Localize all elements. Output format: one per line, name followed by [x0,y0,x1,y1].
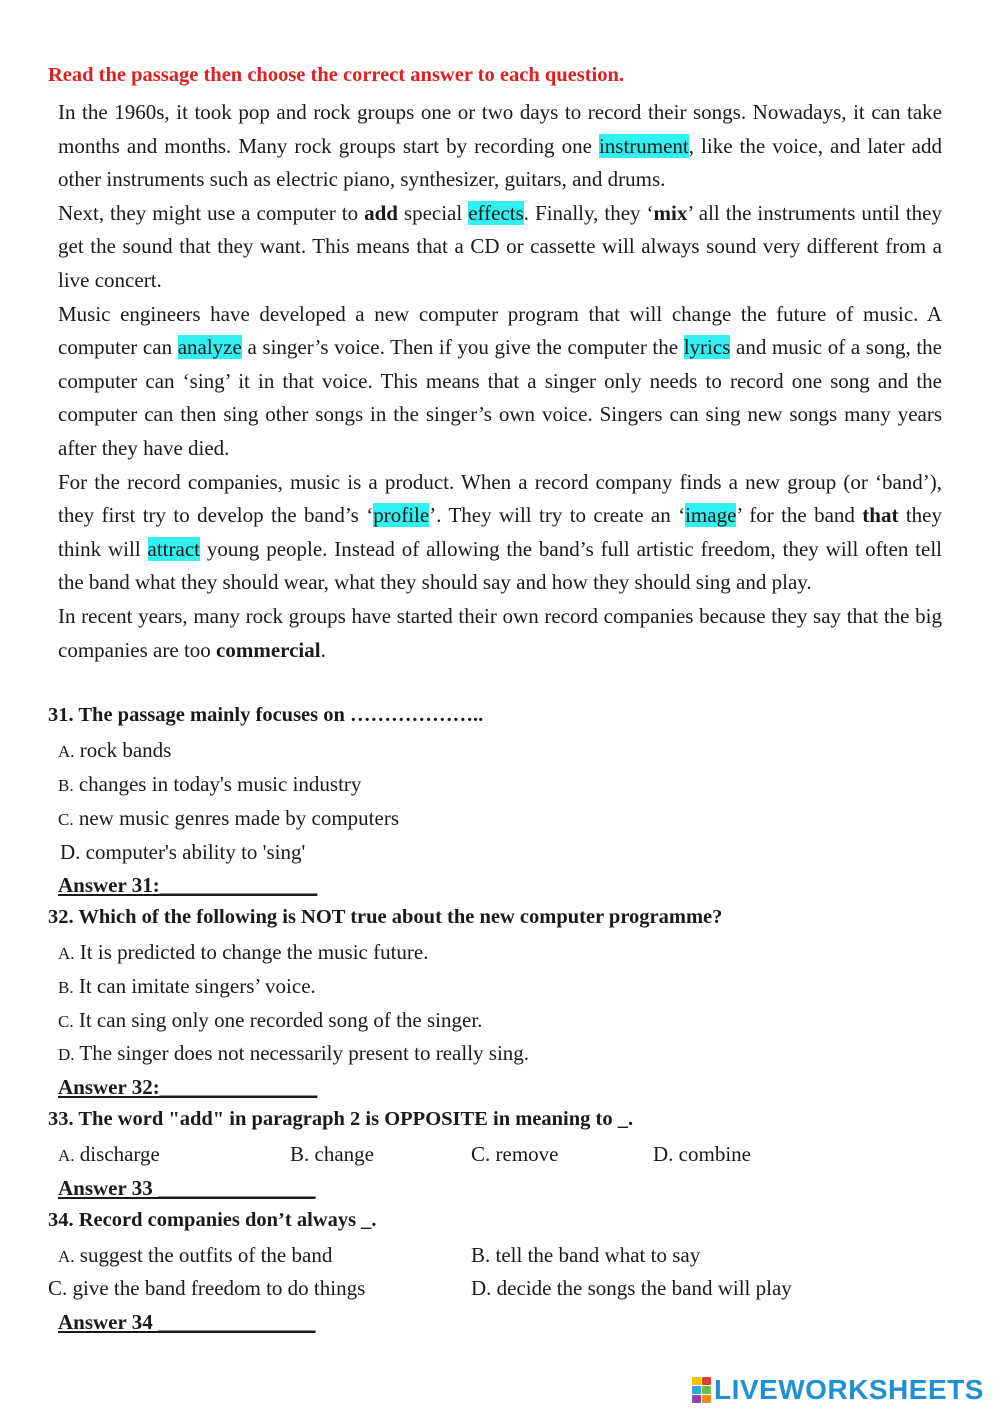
question-31: 31. The passage mainly focuses on ……………….. [48,704,484,726]
q32-option-c[interactable]: C. It can sing only one recorded song of the singer. [58,1008,483,1032]
highlighted-word: image [685,503,737,528]
q34-option-b[interactable]: B. tell the band what to say [471,1243,701,1267]
bold-word: mix [653,200,688,225]
q33-option-d[interactable]: D. combine [653,1142,751,1166]
q32-option-a[interactable]: A. It is predicted to change the music future. [58,940,429,964]
instruction-heading: Read the passage then choose the correct answer to each question. [48,64,625,86]
highlighted-word: effects [468,200,524,225]
logo-square [692,1395,701,1403]
q34-option-a[interactable]: A. suggest the outfits of the band [58,1243,333,1267]
liveworksheets-mark-icon [692,1377,712,1403]
logo-square [702,1395,711,1403]
q32-option-d[interactable]: D. The singer does not necessarily present to really sing. [58,1041,530,1065]
logo-square [702,1386,711,1394]
answer-31-field[interactable]: Answer 31:_______________ [58,873,318,897]
paragraph-5: In recent years, many rock groups have started their own record companies because they say that the big companies are too commercial. [58,603,942,662]
answer-32-field[interactable]: Answer 32:_______________ [58,1075,318,1099]
q34-option-d[interactable]: D. decide the songs the band will play [471,1276,792,1300]
question-33: 33. The word "add" in paragraph 2 is OPPOSITE in meaning to _. [48,1108,634,1130]
liveworksheets-logo [692,1374,984,1406]
logo-square [692,1377,701,1385]
paragraph-2: Next, they might use a computer to add special effects. Finally, they ‘mix’ all the instruments until they get the sound that they want. This means that a CD or cassette will always sound very different from a live concert. [58,200,942,292]
logo-square [692,1386,701,1394]
answer-34-field[interactable]: Answer 34 _______________ [58,1310,316,1334]
highlighted-word: analyze [177,335,242,360]
question-34: 34. Record companies don’t always _. [48,1209,377,1231]
q33-option-b[interactable]: B. change [290,1142,374,1166]
paragraph-4: For the record companies, music is a product. When a record company finds a new group (or ‘band’), they first try to develop the band’s ‘profile’. They will try to create an ‘image’ for the band that they think will attract young people. Instead of allowing the band’s full artistic freedom, they will often tell the band what they should wear, what they should say and how they should sing and play. [58,469,942,595]
paragraph-1: In the 1960s, it took pop and rock groups one or two days to record their songs. Nowadays, it can take months and months. Many rock groups start by recording one instrument, like the voice, and later add other instruments such as electric piano, synthesizer, guitars, and drums. [58,100,942,192]
q32-option-b[interactable]: B. It can imitate singers’ voice. [58,974,316,998]
q34-option-c[interactable]: C. give the band freedom to do things [48,1276,366,1300]
bold-word: add [364,200,398,225]
q31-option-b[interactable]: B. changes in today's music industry [58,772,362,796]
q33-option-c[interactable]: C. remove [471,1142,559,1166]
highlighted-word: profile [373,503,430,528]
logo-square [702,1377,711,1385]
q33-option-a[interactable]: A. discharge [58,1142,160,1166]
highlighted-word: lyrics [683,335,731,360]
reading-passage [58,96,942,667]
q31-option-c[interactable]: C. new music genres made by computers [58,806,400,830]
q31-option-d[interactable]: D. computer's ability to 'sing' [60,840,306,864]
answer-33-field[interactable]: Answer 33 _______________ [58,1176,316,1200]
paragraph-3: Music engineers have developed a new computer program that will change the future of music. A computer can analyze a singer’s voice. Then if you give the computer the lyrics and music of a song, the computer can ‘sing’ it in that voice. This means that a singer only needs to record one song and the computer can then sing other songs in the singer’s own voice. Singers can sing new songs many years after they have died. [58,301,942,460]
bold-word: that [862,503,899,528]
q31-option-a[interactable]: A. rock bands [58,738,172,762]
question-32: 32. Which of the following is NOT true about the new computer programme? [48,906,723,928]
logo-wordmark: LIVEWORKSHEETS [714,1374,984,1405]
bold-word: commercial [216,637,321,662]
highlighted-word: attract [147,536,200,561]
highlighted-word: instrument [598,133,689,158]
